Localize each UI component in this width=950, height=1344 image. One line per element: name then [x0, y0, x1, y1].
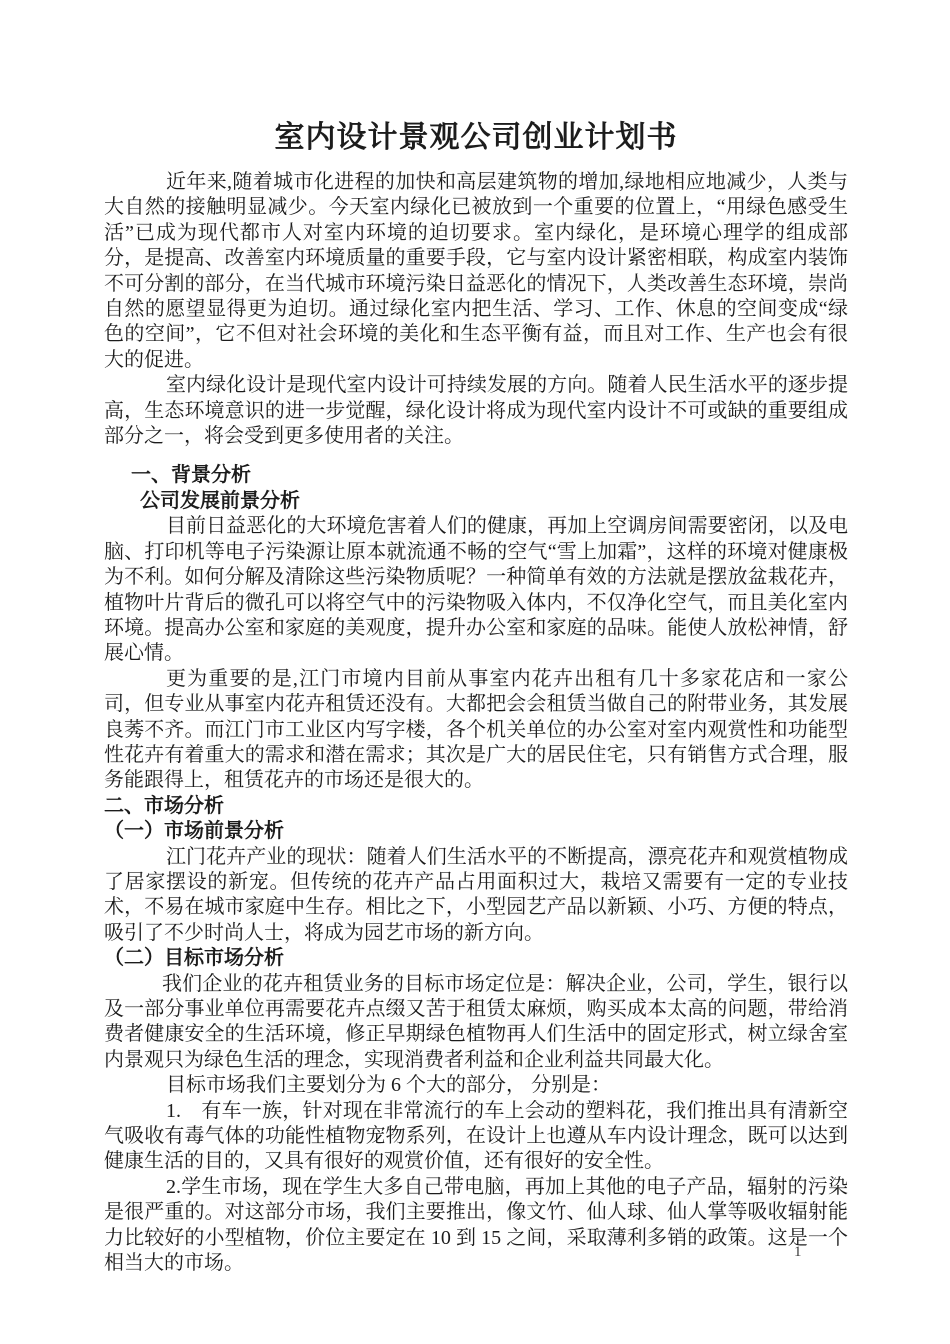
paragraph: 我们企业的花卉租赁业务的目标市场定位是：解决企业，公司，学生，银行以及一部分事业单位再需要花卉点缀又苦于租赁太麻烦，购买成本太高的问题，带给消费者健康安全的生活环境，修正早期绿色植物再人们生活中的固定形式，树立绿舍室内景观只为绿色生活的理念，实现消费者利益和企业利益共同最大化。	[104, 972, 848, 1071]
document-title: 室内设计景观公司创业计划书	[274, 121, 678, 154]
paren-heading: （一）市场前景分析	[104, 820, 284, 843]
paragraph: 1. 有车一族，针对现在非常流行的车上会动的塑料花，我们推出具有清新空气吸收有毒气体的功能性植物宠物系列，在设计上也遵从车内设计理念，既可以达到健康生活的目的，又具有很好的观赏价值，还有很好的安全性。	[104, 1099, 848, 1173]
paragraph: 室内绿化设计是现代室内设计可持续发展的方向。随着人民生活水平的逐步提高，生态环境意识的进一步觉醒，绿化设计将成为现代室内设计不可或缺的重要组成部分之一，将会受到更多使用者的关注。	[104, 374, 848, 448]
paragraph: 2.学生市场，现在学生大多自己带电脑，再加上其他的电子产品，辐射的污染是很严重的。对这部分市场，我们主要推出，像文竹、仙人球、仙人掌等吸收辐射能力比较好的小型植物，价位主要定在 10 到 15 之间，采取薄利多销的政策。这是一个相当大的市场。	[104, 1175, 848, 1275]
section-heading: 一、背景分析	[131, 464, 251, 487]
page-number: 1	[794, 1244, 802, 1260]
paragraph: 目标市场我们主要划分为 6 个大的部分， 分别是：	[166, 1074, 611, 1097]
paragraph: 江门花卉产业的现状：随着人们生活水平的不断提高，漂亮花卉和观赏植物成了居家摆设的新宠。但传统的花卉产品占用面积过大，栽培又需要有一定的专业技术，不易在城市家庭中生存。相比之下，小型园艺产品以新颖、小巧、方便的特点，吸引了不少时尚人士，将成为园艺市场的新方向。	[104, 845, 848, 944]
paragraph: 目前日益恶化的大环境危害着人们的健康，再加上空调房间需要密闭，以及电脑、打印机等电子污染源让原本就流通不畅的空气“雪上加霜”，这样的环境对健康极为不利。如何分解及清除这些污染物质呢？一种简单有效的方法就是摆放盆栽花卉，植物叶片背后的微孔可以将空气中的污染物吸入体内，不仅净化空气，而且美化室内环境。提高办公室和家庭的美观度，提升办公室和家庭的品味。能使人放松神情，舒展心情。	[104, 515, 848, 665]
section-heading: 二、市场分析	[104, 794, 224, 817]
paragraph: 更为重要的是,江门市境内目前从事室内花卉出租有几十多家花店和一家公司，但专业从事室内花卉租赁还没有。大都把会会租赁当做自己的附带业务，其发展良莠不齐。而江门市工业区内写字楼，各个机关单位的办公室对室内观赏性和功能型性花卉有着重大的需求和潜在需求；其次是广大的居民住宅，只有销售方式合理，服务能跟得上，租赁花卉的市场还是很大的。	[104, 667, 848, 792]
paren-heading: （二）目标市场分析	[104, 947, 284, 970]
document-body	[104, 118, 848, 1276]
sub-heading: 公司发展前景分析	[140, 489, 300, 512]
paragraph: 近年来,随着城市化进程的加快和高层建筑物的增加,绿地相应地减少，人类与大自然的接触明显减少。今天室内绿化已被放到一个重要的位置上，“用绿色感受生活”已成为现代都市人对室内环境的迫切要求。室内绿化，是环境心理学的组成部分，是提高、改善室内环境质量的重要手段，它与室内设计紧密相联，构成室内装饰不可分割的部分，在当代城市环境污染日益恶化的情况下，人类改善生态环境，崇尚自然的愿望显得更为迫切。通过绿化室内把生活、学习、工作、休息的空间变成“绿色的空间”，它不但对社会环境的美化和生态平衡有益，而且对工作、生产也会有很大的促进。	[104, 171, 848, 371]
